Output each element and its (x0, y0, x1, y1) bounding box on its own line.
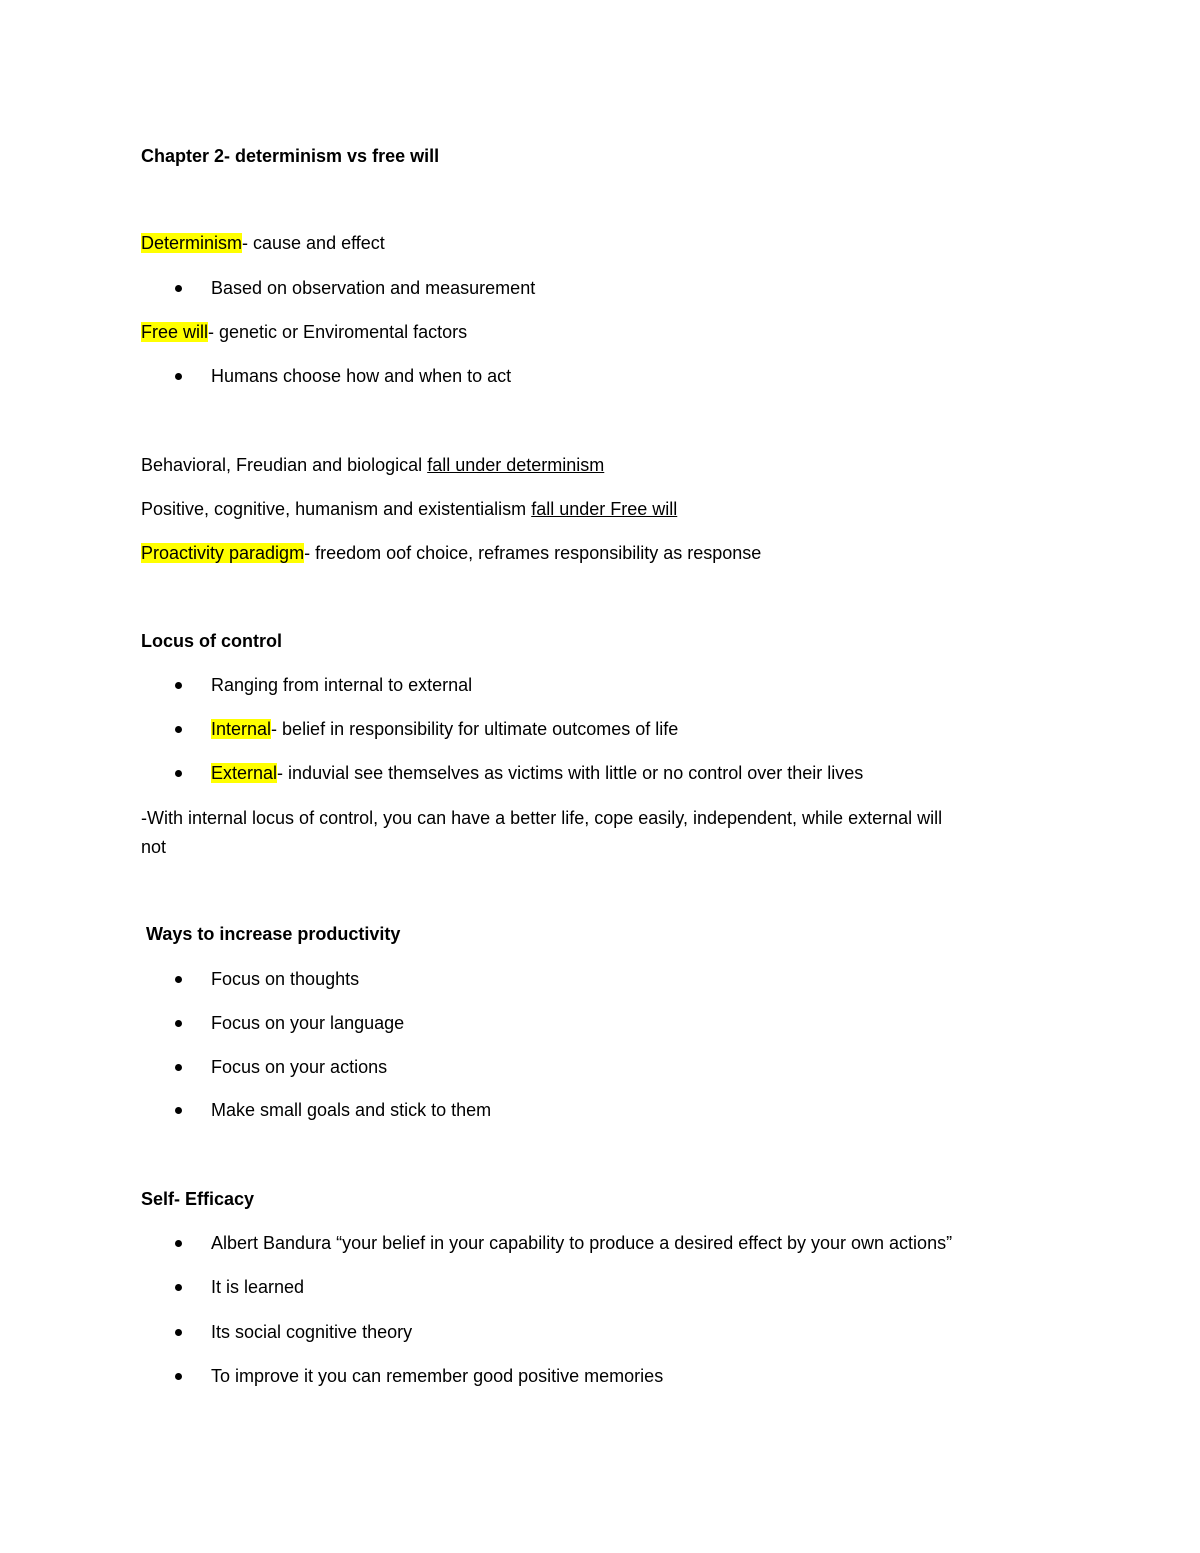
bullet-icon (175, 726, 182, 733)
bullet-icon (175, 1329, 182, 1336)
self-efficacy-bullet: Albert Bandura “your belief in your capability to produce a desired effect by your own actions” (211, 1233, 953, 1253)
determinism-category-underlined: fall under determinism (427, 455, 605, 475)
proactivity-line (141, 541, 761, 565)
locus-note-line-1: -With internal locus of control, you can have a better life, cope easily, independent, while external will (141, 808, 943, 828)
bullet-icon (175, 1284, 182, 1291)
bullet-icon (175, 1107, 182, 1114)
bullet-icon (175, 285, 182, 292)
proactivity-definition: - freedom oof choice, reframes responsibility as response (304, 543, 762, 563)
free-will-bullet: Humans choose how and when to act (211, 366, 512, 386)
bullet-icon (175, 770, 182, 777)
free-will-category-line (141, 497, 677, 521)
locus-heading: Locus of control (141, 631, 282, 651)
external-term: External (211, 763, 278, 783)
chapter-title: Chapter 2- determinism vs free will (141, 146, 440, 166)
productivity-bullet: Focus on your language (211, 1013, 405, 1033)
productivity-heading: Ways to increase productivity (141, 924, 401, 944)
free-will-term: Free will (141, 322, 209, 342)
locus-bullet-internal (211, 717, 678, 741)
bullet-icon (175, 682, 182, 689)
self-efficacy-bullet: To improve it you can remember good positive memories (211, 1366, 664, 1386)
self-efficacy-bullet: It is learned (211, 1277, 305, 1297)
determinism-bullet: Based on observation and measurement (211, 278, 536, 298)
self-efficacy-heading: Self- Efficacy (141, 1189, 255, 1209)
productivity-bullet: Make small goals and stick to them (211, 1100, 492, 1120)
proactivity-term: Proactivity paradigm (141, 543, 305, 563)
determinism-definition: - cause and effect (242, 233, 385, 253)
internal-term: Internal (211, 719, 272, 739)
external-definition: - induvial see themselves as victims with little or no control over their lives (277, 763, 864, 783)
free-will-category-underlined: fall under Free will (531, 499, 678, 519)
determinism-term: Determinism (141, 233, 243, 253)
determinism-category-text: Behavioral, Freudian and biological (141, 455, 428, 475)
free-will-definition-line (141, 320, 467, 344)
bullet-icon (175, 373, 182, 380)
determinism-category-line (141, 453, 604, 477)
internal-definition: - belief in responsibility for ultimate outcomes of life (271, 719, 679, 739)
productivity-bullet: Focus on thoughts (211, 969, 360, 989)
bullet-icon (175, 1064, 182, 1071)
bullet-icon (175, 976, 182, 983)
locus-bullet-range: Ranging from internal to external (211, 675, 473, 695)
productivity-bullet: Focus on your actions (211, 1057, 388, 1077)
locus-bullet-external (211, 761, 863, 785)
free-will-category-text: Positive, cognitive, humanism and existentialism (141, 499, 532, 519)
free-will-definition: - genetic or Enviromental factors (208, 322, 468, 342)
bullet-icon (175, 1373, 182, 1380)
locus-note-line-2: not (141, 837, 167, 857)
self-efficacy-bullet: Its social cognitive theory (211, 1322, 413, 1342)
bullet-icon (175, 1020, 182, 1027)
bullet-icon (175, 1240, 182, 1247)
determinism-definition-line (141, 231, 385, 255)
